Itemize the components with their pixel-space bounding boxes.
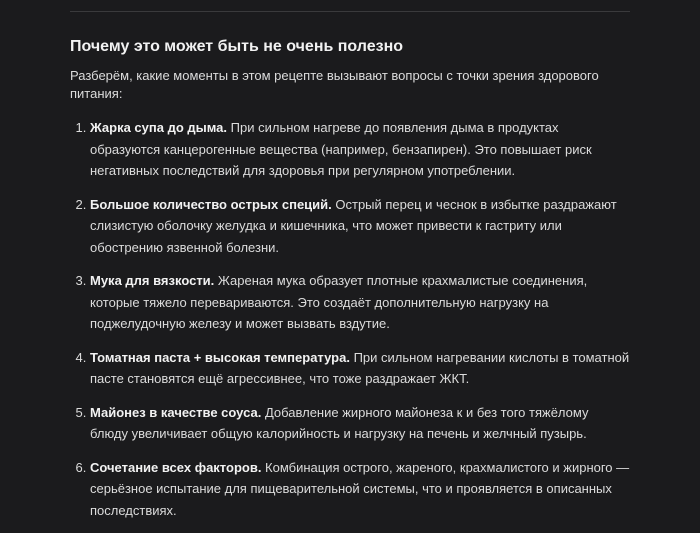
list-item-title: Майонез в качестве соуса. bbox=[90, 404, 262, 420]
list-item-text: Комбинация острого, жареного, крахмалистого и жирного — серьёзное испытание для пищеварительной системы, что и проявляется в описанных последствиях. bbox=[90, 459, 630, 518]
list-item-text: Острый перец и чеснок в избытке раздражают слизистую оболочку желудка и кишечника, что может привести к гастриту или обострению язвенной болезни. bbox=[90, 196, 617, 255]
list-item-title: Сочетание всех факторов. bbox=[90, 459, 262, 475]
list-item-text: При сильном нагревании кислоты в томатной пасте становятся ещё агрессивнее, что тоже раздражает ЖКТ. bbox=[90, 349, 630, 386]
list-item bbox=[90, 402, 630, 445]
list-item-text: Жареная мука образует плотные крахмалистые соединения, которые тяжело перевариваются. Это создаёт дополнительную нагрузку на поджелудочную железу и может вызвать вздутие. bbox=[90, 273, 588, 331]
list-item bbox=[90, 117, 630, 182]
list-item-title: Томатная паста + высокая температура. bbox=[90, 349, 350, 365]
list-item-title: Жарка супа до дыма. bbox=[90, 120, 228, 135]
intro-paragraph: Разберём, какие моменты в этом рецепте вызывают вопросы с точки зрения здорового питания: bbox=[70, 68, 599, 101]
article-section bbox=[70, 37, 630, 533]
list-item-text: Добавление жирного майонеза к и без того тяжёлому блюду увеличивает общую калорийность и нагрузку на печень и желчный пузырь. bbox=[90, 404, 589, 441]
section-heading: Почему это может быть не очень полезно bbox=[70, 38, 404, 55]
list-item bbox=[90, 194, 630, 259]
issues-list bbox=[70, 117, 630, 521]
list-item-text: При сильном нагреве до появления дыма в продуктах образуются канцерогенные вещества (например, бензапирен). Это повышает риск негативных последствий для здоровья при регулярном употреблении. bbox=[90, 120, 592, 178]
list-item-title: Мука для вязкости. bbox=[90, 273, 215, 288]
list-item bbox=[90, 347, 630, 390]
top-divider bbox=[70, 11, 630, 12]
list-item bbox=[90, 457, 630, 522]
list-item bbox=[90, 270, 630, 335]
list-item-title: Большое количество острых специй. bbox=[90, 196, 332, 212]
